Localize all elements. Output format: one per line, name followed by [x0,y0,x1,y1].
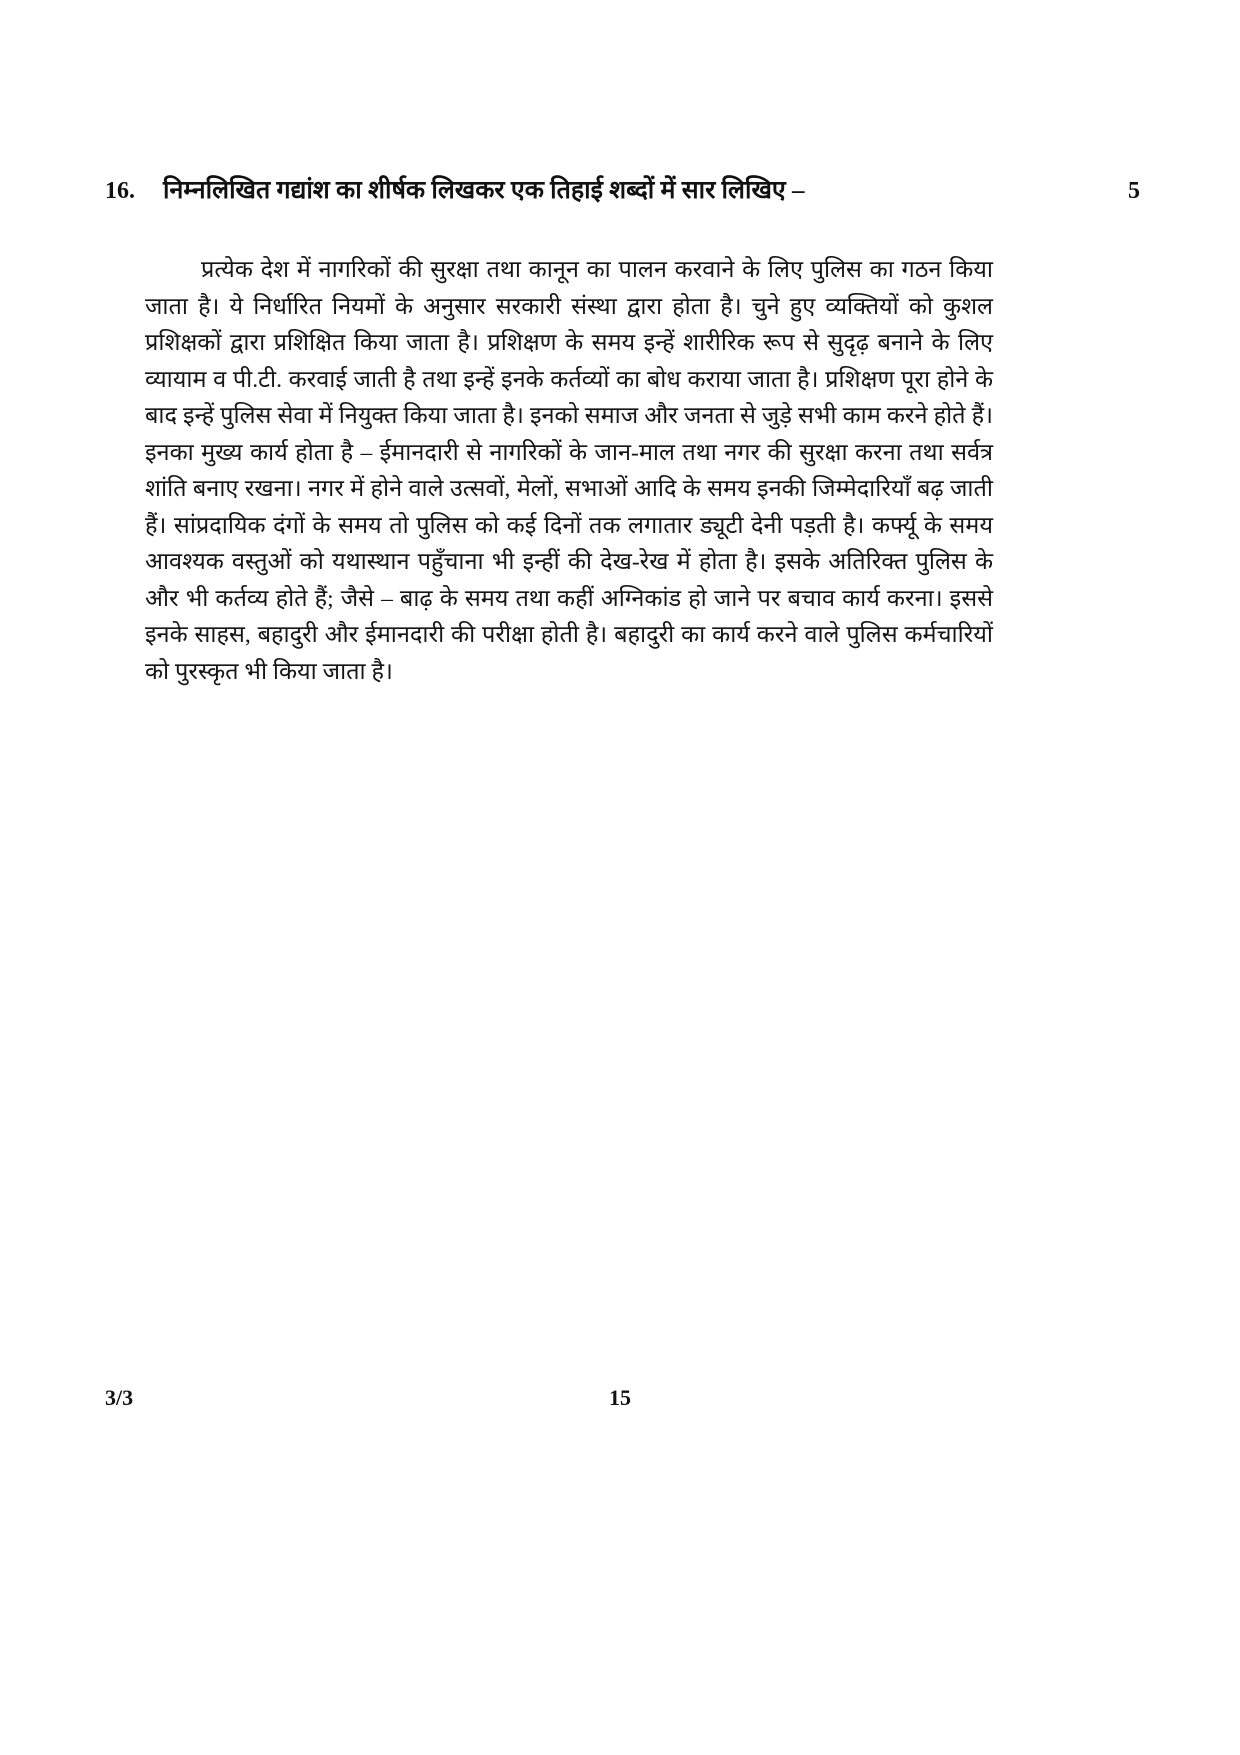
passage-paragraph: प्रत्येक देश में नागरिकों की सुरक्षा तथा कानून का पालन करवाने के लिए पुलिस का गठन किया जाता है। ये निर्धारित नियमों के अनुसार सरकारी संस्था द्वारा होता है। चुने हुए व्यक्तियों को कुशल प्रशिक्षकों द्वारा प्रशिक्षित किया जाता है। प्रशिक्षण के समय इन्हें शारीरिक रूप से सुदृढ़ बनाने के लिए व्यायाम व पी.टी. करवाई जाती है तथा इन्हें इनके कर्तव्यों का बोध कराया जाता है। प्रशिक्षण पूरा होने के बाद इन्हें पुलिस सेवा में नियुक्त किया जाता है। इनको समाज और जनता से जुड़े सभी काम करने होते हैं। इनका मुख्य कार्य होता है – ईमानदारी से नागरिकों के जान-माल तथा नगर की सुरक्षा करना तथा सर्वत्र शांति बनाए रखना। नगर में होने वाले उत्सवों, मेलों, सभाओं आदि के समय इनकी जिम्मेदारियाँ बढ़ जाती हैं। सांप्रदायिक दंगों के समय तो पुलिस को कई दिनों तक लगातार ड्यूटी देनी पड़ती है। कर्फ्यू के समय आवश्यक वस्तुओं को यथास्थान पहुँचाना भी इन्हीं की देख-रेख में होता है। इसके अतिरिक्त पुलिस के और भी कर्तव्य होते हैं; जैसे – बाढ़ के समय तथा कहीं अग्निकांड हो जाने पर बचाव कार्य करना। इससे इनके साहस, बहादुरी और ईमानदारी की परीक्षा होती है। बहादुरी का कार्य करने वाले पुलिस कर्मचारियों को पुरस्कृत भी किया जाता है। [145,257,993,685]
footer-page-number: 15 [609,1385,631,1410]
question-row [105,172,1140,206]
question-number: 16. [105,178,135,204]
question-marks: 5 [1128,178,1140,204]
question-text: निम्नलिखित गद्यांश का शीर्षक लिखकर एक तिहाई शब्दों में सार लिखिए – [163,177,805,204]
footer-paper-code: 3/3 [105,1385,134,1410]
